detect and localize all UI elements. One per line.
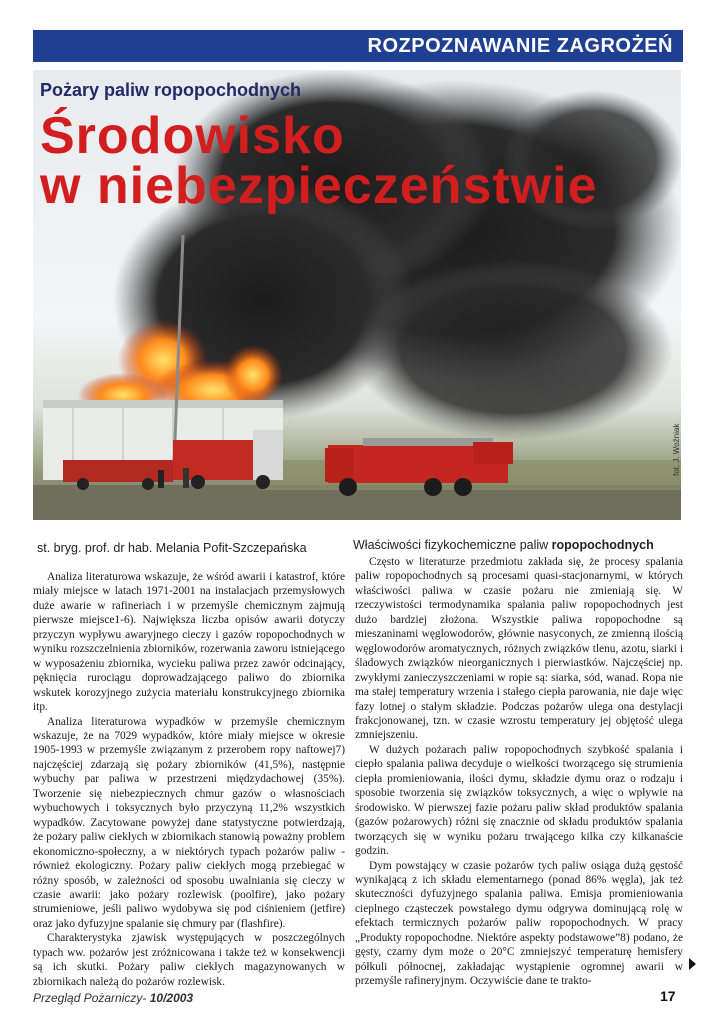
continue-arrow-icon (689, 958, 696, 970)
article-author: st. bryg. prof. dr hab. Melania Pofit-Szczepańska (37, 541, 307, 555)
article-title-line2: w niebezpieczeństwie (40, 157, 598, 215)
article-title-line1: Środowisko (40, 107, 345, 165)
section-heading-bold: ropopochodnych (551, 538, 654, 552)
footer-magazine (33, 991, 193, 1005)
paragraph: Charakterystyka zjawisk występujących w poszczególnych typach ww. pożarów jest zróżnicowana i także też w konsekwencji są ich skutki. Pożary paliw ciekłych magazynowanych w zbiornikach należą do pożarów rozlewisk. (33, 932, 345, 988)
right-column (355, 555, 683, 989)
paragraph: W dużych pożarach paliw ropopochodnych szybkość spalania i ciepło spalania paliwa decyduje o wielkości tworzącego się strumienia ciepła promieniowania, ilości dymu, składzie dymu oraz o rodzaju i sposobie tworzenia się związków toksycznych, a więc o wpływie na środowisko. W pierwszej fazie pożaru paliw skład produktów spalania (gazów pożarowych) różni się znacznie od składu produktów spalania tworzących się w wyniku pożaru trwającego kilka czy kilkanaście godzin. (355, 743, 683, 858)
section-heading (353, 538, 654, 552)
magazine-name: Przegląd Pożarniczy- (33, 991, 150, 1005)
paragraph: Analiza literaturowa wskazuje, że wśród awarii i katastrof, które miały miejsce w latach 1971-2001 na instalacjach przemysłowych duże awarie w rafineriach i w przemyśle chemicznym zajmują pierwsze miejsce1-6). Największa liczba opisów awarii dotyczy przyczyn wypływu awaryjnego cieczy i gazów ropopochodnych w wyniku rozszczelnienia zbiorników, rozerwania zaworu istniejącego w wyposażeniu zbiornika, wycieku paliwa przez zawór odcinający, pęknięcia rurociągu doprowadzającego paliwo do zbiornika wskutek korozyjnego zużycia materiału konstrukcyjnego zbiornika itp. (33, 571, 345, 714)
left-column (33, 570, 345, 989)
section-banner (33, 30, 683, 62)
paragraph: Analiza literaturowa wypadków w przemyśle chemicznym wskazuje, że na 7029 wypadków, które miały miejsce w okresie 1905-1993 w przemyśle związanym z przerobem ropy naftowej7) najczęściej zdarzają się pożary zbiorników (41,5%), następnie wybuchy par paliwa w przestrzeni międzydachowej (35%). Tworzenie się niebezpiecznych chmur gazów o własnościach wybuchowych i toksycznych było przyczyną 11,2% wszystkich wypadków. Zacytowane powyżej dane statystyczne potwierdzają, że pożary paliw ciekłych w zbiornikach stanowią poważny problem ekonomiczno-społeczny, a w niektórych typach pożarów paliw - również ekologiczny. Pożary paliw ciekłych mogą przebiegać w różny sposób, w zależności od sposobu uwalniania się cieczy w czasie awarii: jako pożary rozlewisk (poolfire), jako pożary strumieniowe, jeśli paliwo wydobywa się pod ciśnieniem (jetfire) oraz jako dyfuzyjne spalanie się chmury par (flashfire). (33, 715, 345, 930)
section-label: ROZPOZNAWANIE ZAGROŻEŃ (367, 34, 673, 57)
paragraph: Często w literaturze przedmiotu zakłada się, że procesy spalania paliw ropopochodnych są procesami quasi-stacjonarnymi, w których właściwości paliwa w czasie pożaru nie zmieniają się. W rzeczywistości termodynamika spalania paliw ropopochodnych jest dużo bardziej złożona. Wszystkie paliwa ropopochodne są mieszaninami węglowodorów, głównie nasyconych, ze zmienną ilością węglowodorów aromatycznych, różnych związków tlenu, azotu, siarki i śladowych związków nieorganicznych i pierwiastków. Najczęściej np. zwykłymi zanieczyszczeniami w ropie są: siarka, sód, wanad. Ropa nie ma stałej temperatury wrzenia i stałego ciepła parowania, nie daje więc fazy lotnej o stałym składzie. Podczas pożarów ulega ona destylacji frakcjonowanej, tzn. w czasie wzrostu temperatury jej objętość ulega zmniejszeniu. (355, 556, 683, 742)
section-heading-light: Właściwości fizykochemiczne paliw (353, 538, 552, 552)
issue-number: 10/2003 (149, 991, 194, 1005)
article-kicker: Pożary paliw ropopochodnych (40, 80, 302, 100)
paragraph: Dym powstający w czasie pożarów tych paliw osiąga dużą gęstość wynikającą z ich składu elementarnego (ponad 86% węgla), jak też skuteczności dyfuzyjnego spalania paliwa. Emisja promieniowania cieplnego cząsteczek powstałego dymu odgrywa dominującą rolę w efektach termicznych pożarów paliw ropopochodnych. W pracy „Produkty ropopochodne. Niektóre aspekty podstawowe”8) podano, że gęsty, czarny dym może o 20°C zmniejszyć temperaturę hemisfery półkuli północnej, zakładając wystąpienie ogromnej awarii w przemyśle rafineryjnym. Oczywiście dane te trakto- (355, 859, 683, 988)
page-number: 17 (660, 988, 676, 1004)
photo-credit: fot. J. Woźniak (672, 423, 681, 476)
